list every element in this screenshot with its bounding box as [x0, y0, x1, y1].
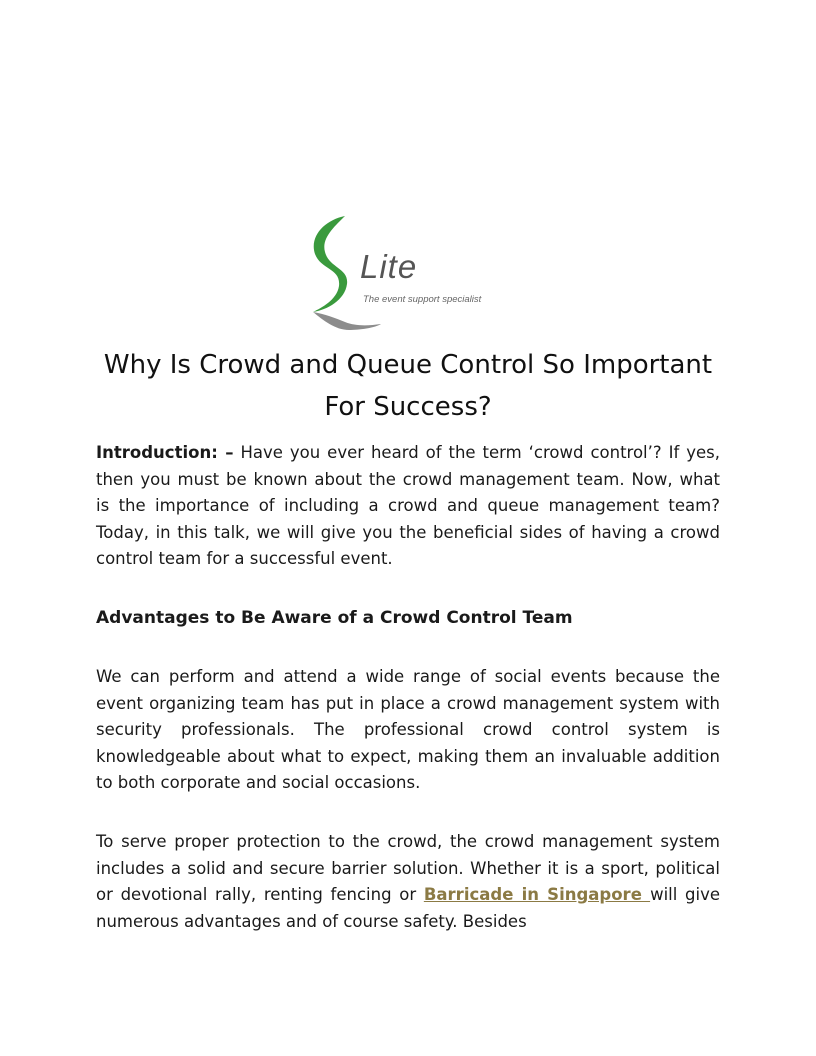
page-title: Why Is Crowd and Queue Control So Important For Success? [103, 350, 713, 422]
company-logo [305, 212, 515, 334]
paragraph-crowd-management: We can perform and attend a wide range of social events because the event organizing team has put in place a crowd management system with security professionals. The professional crowd control system is knowledgeable about what to expect, making them an invaluable addition to both corporate and social occasions. [96, 667, 720, 792]
logo-wordmark: Lite [360, 248, 418, 285]
section-heading-advantages: Advantages to Be Aware of a Crowd Control Team [96, 608, 573, 628]
paragraph-text-before-link: To serve proper protection to the crowd, the crowd management system includes a solid and secure barrier solution. Whether it is a sport, political or devotional rally, renting fencing or [96, 832, 720, 904]
intro-text: Have you ever heard of the term ‘crowd control’? If yes, then you must be known about the crowd management team. Now, what is the importance of including a crowd and queue management team? Today, in this talk, we will give you the beneficial sides of having a crowd control team for a successful event. [96, 443, 720, 568]
paragraph-text-after-link: will give numerous advantages and of course safety. Besides [96, 885, 721, 931]
barricade-singapore-link[interactable]: Barricade in Singapore [423, 885, 651, 904]
intro-paragraph [96, 440, 720, 573]
intro-label: Introduction: – [96, 443, 234, 462]
logo-tagline: The event support specialist [363, 294, 482, 305]
paragraph-barrier-solution [96, 829, 720, 935]
